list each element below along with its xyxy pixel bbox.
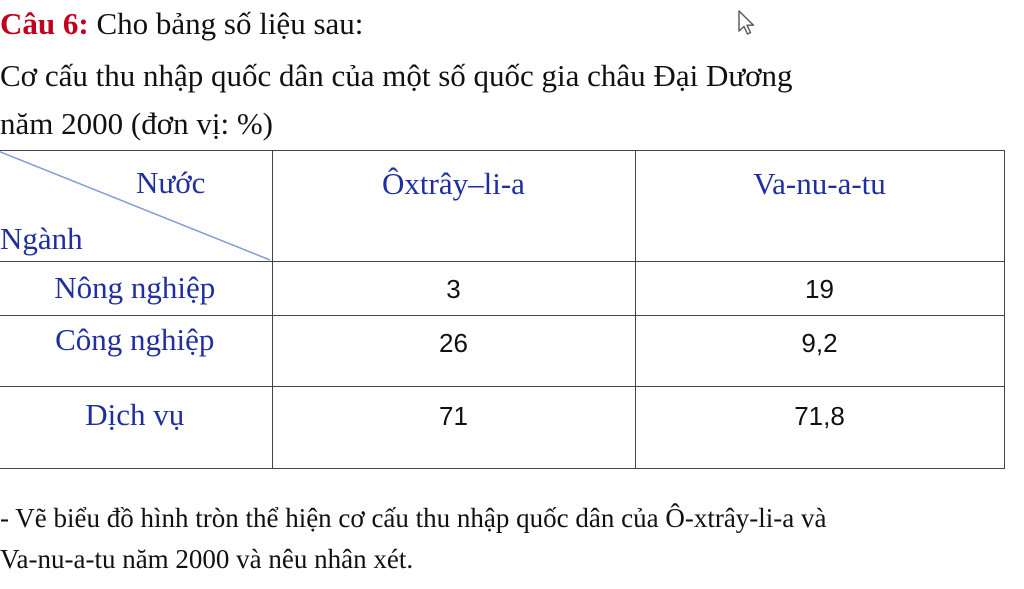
- cell-industry-vanuatu: 9,2: [635, 316, 1004, 387]
- cell-services-vanuatu: 71,8: [635, 387, 1004, 469]
- corner-country-label: Nước: [136, 165, 206, 200]
- table-row: [0, 262, 1004, 316]
- description-line-2: năm 2000 (đơn vị: %): [0, 106, 273, 141]
- question-label: Câu 6:: [0, 6, 89, 41]
- table-corner-cell: [0, 151, 272, 262]
- description-line-1: Cơ cấu thu nhập quốc dân của một số quốc gia châu Đại Dương: [0, 58, 793, 93]
- row-label-agriculture: Nông nghiệp: [0, 262, 272, 316]
- task-line-2: Va-nu-a-tu năm 2000 và nêu nhân xét.: [0, 544, 414, 574]
- task-line-1: - Vẽ biểu đồ hình tròn thể hiện cơ cấu thu nhập quốc dân của Ô-xtrây-li-a và: [0, 503, 827, 533]
- cell-industry-australia: 26: [272, 316, 635, 387]
- question-heading: [0, 6, 363, 42]
- question-intro: Cho bảng số liệu sau:: [88, 6, 364, 41]
- column-header-vanuatu: Va-nu-a-tu: [635, 151, 1004, 262]
- table-row: [0, 316, 1004, 387]
- table-row: [0, 387, 1004, 469]
- row-label-industry: Công nghiệp: [0, 316, 272, 387]
- table-header-row: [0, 151, 1004, 262]
- row-label-services: Dịch vụ: [0, 387, 272, 469]
- mouse-pointer-icon: [737, 10, 757, 36]
- cell-services-australia: 71: [272, 387, 635, 469]
- cell-agriculture-australia: 3: [272, 262, 635, 316]
- column-header-australia: Ôxtrây–li-a: [272, 151, 635, 262]
- corner-sector-label: Ngành: [0, 221, 83, 256]
- income-structure-table: [0, 150, 1005, 469]
- cell-agriculture-vanuatu: 19: [635, 262, 1004, 316]
